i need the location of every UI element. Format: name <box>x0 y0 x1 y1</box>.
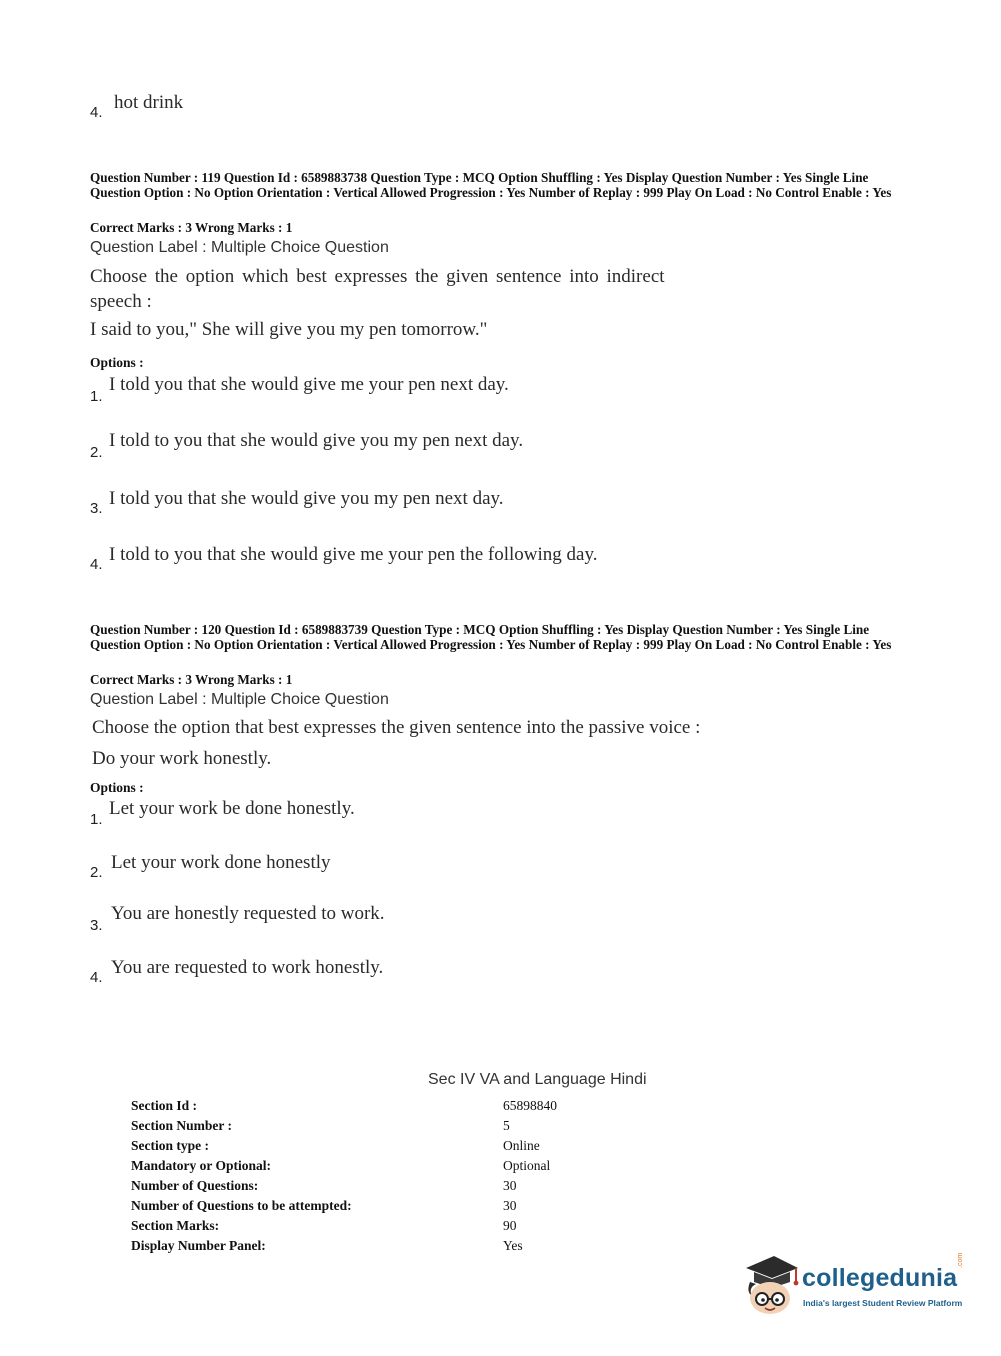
q120-marks: Correct Marks : 3 Wrong Marks : 1 <box>90 672 293 687</box>
q119-option-2-number: 2. <box>90 444 103 461</box>
q120-text-line2: Do your work honestly. <box>92 748 272 769</box>
q120-option-2-number: 2. <box>90 864 103 881</box>
q119-option-1[interactable]: I told you that she would give me your pen next day. <box>109 374 509 395</box>
section-key-type: Section type : <box>131 1138 209 1153</box>
section-value-panel: Yes <box>503 1238 523 1253</box>
q120-label: Question Label : Multiple Choice Question <box>90 691 389 708</box>
prev-option-number: 4. <box>90 104 103 121</box>
section-key-marks: Section Marks: <box>131 1218 220 1233</box>
prev-option-text: hot drink <box>114 92 184 113</box>
q120-option-4-number: 4. <box>90 969 103 986</box>
section-key-num-questions: Number of Questions: <box>131 1178 259 1193</box>
q119-option-4[interactable]: I told to you that she would give me your pen the following day. <box>109 544 598 565</box>
logo-tagline: India's largest Student Review Platform <box>803 1298 963 1308</box>
q119-text-line2: speech : <box>90 291 152 312</box>
section-value-mandatory: Optional <box>503 1158 551 1173</box>
section-key-id: Section Id : <box>131 1098 198 1113</box>
q119-marks: Correct Marks : 3 Wrong Marks : 1 <box>90 220 293 235</box>
q119-option-3[interactable]: I told you that she would give you my pen next day. <box>109 488 504 509</box>
q120-options-heading: Options : <box>90 780 144 795</box>
section-key-attempt: Number of Questions to be attempted: <box>131 1198 352 1213</box>
q119-option-4-number: 4. <box>90 556 103 573</box>
section-value-num-questions: 30 <box>503 1178 517 1193</box>
q120-option-3-number: 3. <box>90 917 103 934</box>
q120-option-1[interactable]: Let your work be done honestly. <box>109 798 355 819</box>
q119-option-1-number: 1. <box>90 388 103 405</box>
q119-options-heading: Options : <box>90 355 144 370</box>
q120-text-line1: Choose the option that best expresses the given sentence into the passive voice : <box>92 717 701 738</box>
graduate-mascot-icon <box>740 1252 800 1318</box>
q119-option-2[interactable]: I told to you that she would give you my pen next day. <box>109 430 524 451</box>
q120-option-2[interactable]: Let your work done honestly <box>111 852 331 873</box>
q119-text-line1: Choose the option which best expresses the given sentence into indirect <box>90 266 665 287</box>
q119-option-3-number: 3. <box>90 500 103 517</box>
q120-option-3[interactable]: You are honestly requested to work. <box>111 903 385 924</box>
section-key-mandatory: Mandatory or Optional: <box>131 1158 272 1173</box>
q120-meta: Question Number : 120 Question Id : 6589883739 Question Type : MCQ Option Shuffling : Yes Display Question Number : Yes Single Line Question Option : No Option Orientation : Vertical Allowed Progression : Yes Number of Replay : 999 Play On Load : No Control Enable : Yes <box>90 622 892 652</box>
q119-label: Question Label : Multiple Choice Question <box>90 239 389 256</box>
q120-option-1-number: 1. <box>90 811 103 828</box>
q119-text-line3: I said to you," She will give you my pen tomorrow." <box>90 319 488 340</box>
section-key-panel: Display Number Panel: <box>131 1238 266 1253</box>
section-value-attempt: 30 <box>503 1198 517 1213</box>
q119-meta: Question Number : 119 Question Id : 6589883738 Question Type : MCQ Option Shuffling : Yes Display Question Number : Yes Single Line Question Option : No Option Orientation : Vertical Allowed Progression : Yes Number of Replay : 999 Play On Load : No Control Enable : Yes <box>90 170 892 200</box>
section-title: Sec IV VA and Language Hindi <box>428 1071 647 1088</box>
section-value-number: 5 <box>503 1118 510 1133</box>
section-value-id: 65898840 <box>503 1098 557 1113</box>
q120-option-4[interactable]: You are requested to work honestly. <box>111 957 384 978</box>
section-value-type: Online <box>503 1138 540 1153</box>
section-value-marks: 90 <box>503 1218 517 1233</box>
logo-wordmark: collegedunia <box>802 1264 958 1292</box>
logo-domain-suffix: .com <box>957 1252 964 1268</box>
section-key-number: Section Number : <box>131 1118 232 1133</box>
